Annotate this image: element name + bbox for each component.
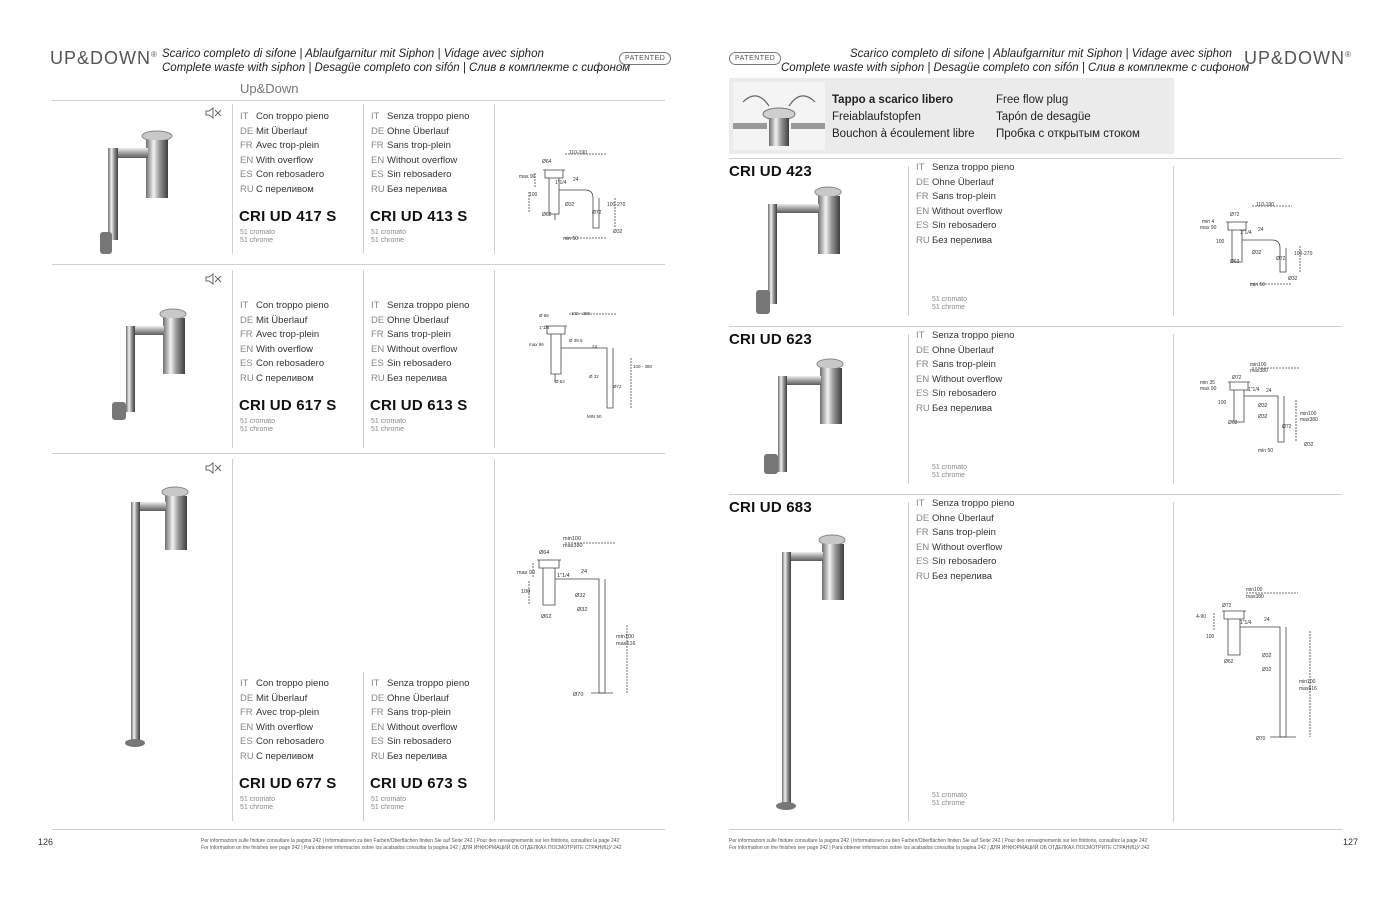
svg-text:min 50: min 50 — [563, 236, 579, 242]
finish-label: 51 cromato 51 chrome — [371, 796, 407, 811]
svg-text:max616: max616 — [616, 641, 636, 647]
svg-text:24: 24 — [1266, 388, 1272, 394]
product-image-ud623 — [756, 354, 852, 482]
svg-text:Ø70: Ø70 — [1256, 736, 1266, 742]
svg-text:max380: max380 — [1250, 368, 1268, 374]
svg-text:110-190: 110-190 — [1256, 202, 1274, 208]
svg-text:max380: max380 — [1300, 417, 1318, 423]
svg-text:min100: min100 — [1299, 679, 1316, 685]
svg-text:Ø63: Ø63 — [1230, 259, 1240, 265]
finish-label: 51 cromato 51 chrome — [240, 229, 276, 244]
svg-text:min100: min100 — [616, 634, 635, 640]
svg-text:100: 100 — [1206, 634, 1215, 640]
product-image-ud423 — [752, 182, 852, 318]
technical-drawing-ud683 — [1194, 585, 1329, 745]
svg-text:Ø32: Ø32 — [1252, 250, 1262, 256]
svg-text:Ø72: Ø72 — [1230, 212, 1240, 218]
lang-list-without-overflow: IT Senza troppo pieno DE Ohne Überlauf FR Sans trop-plein EN Without overflow ES Sin rebosadero RU Без перелива — [371, 678, 470, 762]
svg-text:max 90: max 90 — [519, 174, 536, 180]
free-flow-plug-illustration — [733, 82, 825, 150]
svg-text:Ø72: Ø72 — [1276, 256, 1286, 262]
svg-text:Ø32: Ø32 — [577, 607, 588, 613]
svg-text:Ø72: Ø72 — [1232, 375, 1242, 381]
svg-text:100 - 380: 100 - 380 — [633, 364, 653, 369]
technical-drawing-ud617 — [527, 308, 653, 423]
finish-label: 51 cromato 51 chrome — [932, 464, 968, 479]
lang-list-without-overflow: IT Senza troppo pieno DE Ohne Überlauf FR Sans trop-plein EN Without overflow ES Sin rebosadero RU Без перелива — [916, 162, 1015, 246]
svg-text:max616: max616 — [1299, 686, 1317, 692]
svg-text:1"1/4: 1"1/4 — [557, 573, 570, 579]
lang-list-without-overflow: IT Senza troppo pieno DE Ohne Überlauf FR Sans trop-plein EN Without overflow ES Sin rebosadero RU Без перелива — [371, 111, 470, 195]
lang-list-without-overflow: IT Senza troppo pieno DE Ohne Überlauf FR Sans trop-plein EN Without overflow ES Sin rebosadero RU Без перелива — [371, 300, 470, 384]
brand-logo-right: UP&DOWN® — [1244, 48, 1352, 68]
svg-text:Ø 38.5: Ø 38.5 — [569, 338, 583, 343]
svg-text:1"1/4: 1"1/4 — [1240, 230, 1252, 236]
patented-badge-left: PATENTED — [619, 52, 671, 65]
finish-label: 51 cromato 51 chrome — [371, 229, 407, 244]
product-code: CRI UD 423 — [729, 163, 812, 180]
svg-text:100: 100 — [1216, 239, 1225, 245]
svg-text:Ø32: Ø32 — [1288, 276, 1298, 282]
svg-text:Ø64: Ø64 — [542, 159, 552, 165]
series-subtitle: Up&Down — [240, 81, 299, 96]
svg-text:min100: min100 — [1246, 587, 1263, 593]
svg-text:Ø62: Ø62 — [541, 614, 552, 620]
svg-text:Ø62: Ø62 — [542, 212, 552, 218]
svg-text:Ø32: Ø32 — [575, 593, 586, 599]
finish-label: 51 cromato 51 chrome — [240, 418, 276, 433]
svg-text:Ø62: Ø62 — [1228, 420, 1238, 426]
lang-list-without-overflow: IT Senza troppo pieno DE Ohne Überlauf FR Sans trop-plein EN Without overflow ES Sin rebosadero RU Без перелива — [916, 330, 1015, 414]
lang-list-with-overflow: IT Con troppo pieno DE Mit Überlauf FR Avec trop-plein EN With overflow ES Con rebosadero RU С переливом — [240, 300, 329, 384]
svg-text:max380: max380 — [563, 543, 583, 549]
technical-drawing-ud417 — [515, 148, 635, 243]
svg-text:1"1/4: 1"1/4 — [1240, 620, 1252, 626]
svg-text:min100: min100 — [1300, 411, 1317, 417]
svg-text:100: 100 — [521, 589, 531, 595]
svg-text:24: 24 — [1258, 227, 1264, 233]
svg-text:Ø 68: Ø 68 — [539, 313, 549, 318]
svg-text:min 50: min 50 — [1258, 448, 1274, 454]
svg-text:Ø72: Ø72 — [1282, 424, 1292, 430]
header-title-line1-left: Scarico completo di sifone | Ablaufgarnitur mit Siphon | Vidage avec siphon — [162, 48, 544, 60]
product-code: CRI UD 683 — [729, 499, 812, 516]
footer-note-left: Per informazioni sulle finiture consultare la pagina 242 | Informationen zu den Farben/Oberflächen finden Sie auf Seite 242 | Pour des renseignements sur les finitions, consultez la page 242 For information on the finishes see page 242 | Para obtener informacion sobre los acabados consultar la pagina 242 | ДЛЯ ИНФОРМАЦИЙ ОБ ОТДЕЛКАХ ПОСМОТРИТЕ СТРАНИЦУ 242 — [201, 838, 622, 851]
svg-text:max 96: max 96 — [529, 342, 544, 347]
svg-text:max 90: max 90 — [517, 570, 536, 576]
product-image-ud677 — [118, 480, 208, 755]
header-title-line2-right: Complete waste with siphon | Desagüe completo con sifón | Слив в комплекте с сифоном — [781, 62, 1250, 74]
lang-list-without-overflow: IT Senza troppo pieno DE Ohne Überlauf FR Sans trop-plein EN Without overflow ES Sin rebosadero RU Без перелива — [916, 498, 1015, 582]
svg-text:100-270: 100-270 — [1294, 251, 1313, 257]
header-title-line2-left: Complete waste with siphon | Desagüe completo con sifón | Слив в комплекте с сифоном — [162, 62, 631, 74]
product-code: CRI UD 677 S — [239, 775, 337, 792]
svg-text:100-270: 100-270 — [607, 202, 626, 208]
svg-text:min100: min100 — [1250, 362, 1267, 368]
svg-text:Ø32: Ø32 — [565, 202, 575, 208]
svg-text:1"1/4: 1"1/4 — [539, 325, 550, 330]
svg-text:100: 100 — [529, 192, 538, 198]
product-image-ud417 — [90, 118, 200, 263]
svg-text:Ø72: Ø72 — [613, 384, 622, 389]
svg-text:4-90: 4-90 — [1196, 614, 1207, 620]
silent-icon — [205, 106, 223, 123]
product-code: CRI UD 413 S — [370, 208, 468, 225]
svg-text:Ø32: Ø32 — [1258, 403, 1268, 409]
brand-logo-left: UP&DOWN® — [50, 48, 158, 68]
product-image-ud617 — [106, 304, 206, 426]
svg-text:1"1/4: 1"1/4 — [555, 180, 567, 186]
svg-text:100 - 380: 100 - 380 — [571, 311, 591, 316]
svg-text:Ø72: Ø72 — [1222, 603, 1232, 609]
svg-text:Ø 32: Ø 32 — [589, 374, 599, 379]
svg-text:Ø64: Ø64 — [539, 550, 550, 556]
free-flow-plug-labels-2: Free flow plug Tapón de desagüe Пробка с открытым стоком — [996, 94, 1140, 140]
header-title-line1-right: Scarico completo di sifone | Ablaufgarnitur mit Siphon | Vidage avec siphon — [850, 48, 1232, 60]
page-number-right: 127 — [1343, 837, 1359, 847]
svg-text:Ø 62: Ø 62 — [555, 379, 565, 384]
svg-text:min 4: min 4 — [1202, 219, 1215, 225]
lang-list-with-overflow: IT Con troppo pieno DE Mit Überlauf FR Avec trop-plein EN With overflow ES Con rebosadero RU С переливом — [240, 111, 329, 195]
page-number-left: 126 — [38, 837, 54, 847]
svg-text:24: 24 — [1264, 617, 1270, 623]
finish-label: 51 cromato 51 chrome — [371, 418, 407, 433]
svg-text:Ø32: Ø32 — [1262, 667, 1272, 673]
svg-text:24: 24 — [592, 344, 598, 349]
svg-text:100: 100 — [1218, 400, 1227, 406]
technical-drawing-ud423 — [1196, 200, 1321, 290]
svg-text:max 90: max 90 — [1200, 225, 1217, 231]
svg-text:Ø70: Ø70 — [573, 692, 584, 698]
svg-text:Ø32: Ø32 — [1262, 653, 1272, 659]
product-code: CRI UD 613 S — [370, 397, 468, 414]
footer-note-right: Per informazioni sulle finiture consultare la pagina 242 | Informationen zu den Farben/Oberflächen finden Sie auf Seite 242 | Pour des renseignements sur les finitions, consultez la page 242 For information on the finishes see page 242 | Para obtener informacion sobre los acabados consultar la pagina 242 | ДЛЯ ИНФОРМАЦИЙ ОБ ОТДЕЛКАХ ПОСМОТРИТЕ СТРАНИЦУ 242 — [729, 838, 1150, 851]
product-code: CRI UD 617 S — [239, 397, 337, 414]
svg-text:max 90: max 90 — [1200, 386, 1217, 392]
patented-badge-right: PATENTED — [729, 52, 781, 65]
svg-text:min 50: min 50 — [1250, 282, 1266, 288]
svg-text:110-190: 110-190 — [569, 150, 587, 156]
free-flow-plug-labels-1: Tappo a scarico libero Freiablaufstopfen Bouchon à écoulement libre — [832, 94, 975, 140]
product-image-ud683 — [764, 530, 854, 815]
svg-text:1"1/4: 1"1/4 — [1248, 387, 1260, 393]
svg-text:min 35: min 35 — [1200, 380, 1216, 386]
finish-label: 51 cromato 51 chrome — [932, 296, 968, 311]
svg-text:Ø32: Ø32 — [613, 229, 623, 235]
product-code: CRI UD 673 S — [370, 775, 468, 792]
silent-icon — [205, 272, 223, 289]
svg-text:min100: min100 — [563, 536, 582, 542]
svg-text:24: 24 — [573, 177, 579, 183]
svg-text:Ø32: Ø32 — [1258, 414, 1268, 420]
svg-text:24: 24 — [581, 569, 588, 575]
product-code: CRI UD 417 S — [239, 208, 337, 225]
finish-label: 51 cromato 51 chrome — [932, 792, 968, 807]
lang-list-with-overflow: IT Con troppo pieno DE Mit Überlauf FR Avec trop-plein EN With overflow ES Con rebosadero RU С переливом — [240, 678, 329, 762]
svg-text:max380: max380 — [1246, 594, 1264, 600]
svg-text:MIN 50: MIN 50 — [587, 414, 602, 419]
svg-text:Ø32: Ø32 — [1304, 442, 1314, 448]
svg-text:Ø72: Ø72 — [592, 210, 602, 216]
finish-label: 51 cromato 51 chrome — [240, 796, 276, 811]
technical-drawing-ud623 — [1196, 360, 1326, 455]
silent-icon — [205, 461, 223, 478]
svg-text:Ø62: Ø62 — [1224, 659, 1234, 665]
product-code: CRI UD 623 — [729, 331, 812, 348]
technical-drawing-ud677 — [515, 535, 645, 700]
